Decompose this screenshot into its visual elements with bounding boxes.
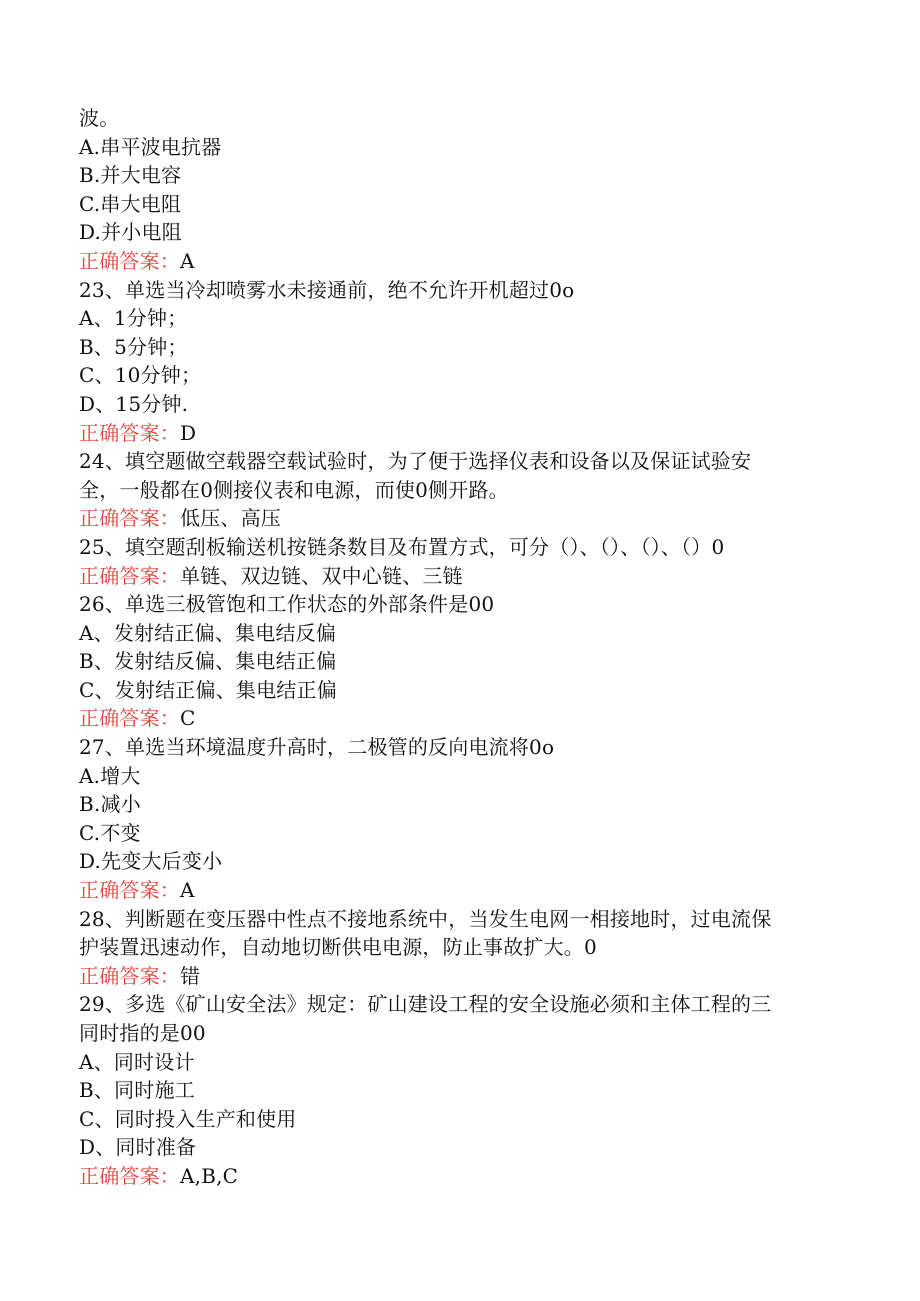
answer-label: 正确答案： (79, 506, 180, 531)
q29-option-a: A、同时设计 (79, 1049, 195, 1074)
q23-stem: 23、单选当冷却喷雾水未接通前，绝不允许开机超过0o (79, 277, 575, 302)
q29-answer-value: A,B,C (180, 1163, 239, 1188)
answer-label: 正确答案： (79, 1163, 180, 1188)
q28-stem-line-2: 护装置迅速动作，自动地切断供电电源，防止事故扩大。0 (79, 935, 597, 960)
answer-label: 正确答案： (79, 963, 180, 988)
q28-answer (79, 962, 839, 991)
q28-answer-value: 错 (180, 963, 201, 988)
answer-label: 正确答案： (79, 706, 180, 731)
q22-option-c: C.串大电阻 (79, 191, 182, 216)
q27-option-a: A.增大 (79, 763, 141, 788)
q24-stem-line-1: 24、填空题做空载器空载试验时，为了便于选择仪表和设备以及保证试验安 (79, 449, 752, 474)
q27-option-b: B.减小 (79, 792, 141, 817)
q23-option-c: C、10分钟； (79, 363, 202, 388)
q22-option-d: D.并小电阻 (79, 220, 182, 245)
q26-answer (79, 704, 839, 733)
q25-stem: 25、填空题刮板输送机按链条数目及布置方式，可分（）、（）、（）、（）0 (79, 534, 725, 559)
q29-option-b: B、同时施工 (79, 1078, 195, 1103)
q29-stem-line-1: 29、多选《矿山安全法》规定：矿山建设工程的安全设施必须和主体工程的三 (79, 992, 772, 1017)
q23-answer (79, 419, 839, 448)
q23-option-d: D、15分钟. (79, 391, 189, 416)
q26-option-a: A、发射结正偏、集电结反偏 (79, 620, 337, 645)
q29-option-c: C、同时投入生产和使用 (79, 1106, 297, 1131)
answer-label: 正确答案： (79, 248, 180, 273)
q27-answer (79, 876, 839, 905)
q28-stem-line-1: 28、判断题在变压器中性点不接地系统中，当发生电网一相接地时，过电流保 (79, 906, 772, 931)
q26-answer-value: C (180, 706, 196, 731)
q29-answer (79, 1162, 839, 1191)
q23-option-a: A、1分钟； (79, 306, 188, 331)
q24-stem-line-2: 全，一般都在0侧接仪表和电源，而使0侧开路。 (79, 477, 509, 502)
q27-option-c: C.不变 (79, 820, 141, 845)
q26-stem: 26、单选三极管饱和工作状态的外部条件是00 (79, 592, 495, 617)
q29-stem-line-2: 同时指的是00 (79, 1021, 206, 1045)
answer-label: 正确答案： (79, 420, 180, 445)
document-page (79, 104, 839, 1191)
q24-answer (79, 504, 839, 533)
q24-answer-value: 低压、高压 (180, 506, 281, 531)
q27-option-d: D.先变大后变小 (79, 849, 223, 874)
q22-answer (79, 247, 839, 276)
q26-option-c: C、发射结正偏、集电结正偏 (79, 677, 337, 702)
q27-answer-value: A (180, 878, 195, 903)
answer-label: 正确答案： (79, 563, 180, 588)
q22-option-b: B.并大电容 (79, 163, 182, 188)
q23-option-b: B、5分钟； (79, 334, 188, 359)
q25-answer-value: 单链、双边链、双中心链、三链 (180, 563, 463, 588)
q26-option-b: B、发射结反偏、集电结正偏 (79, 649, 337, 674)
q25-answer (79, 562, 839, 591)
q23-answer-value: D (180, 420, 197, 445)
q27-stem: 27、单选当环境温度升高时，二极管的反向电流将0o (79, 735, 555, 760)
q22-answer-value: A (180, 248, 195, 273)
q22-stem-tail: 波。 (79, 106, 120, 130)
q29-option-d: D、同时准备 (79, 1135, 197, 1160)
q22-option-a: A.串平波电抗器 (79, 134, 222, 159)
answer-label: 正确答案： (79, 878, 180, 903)
